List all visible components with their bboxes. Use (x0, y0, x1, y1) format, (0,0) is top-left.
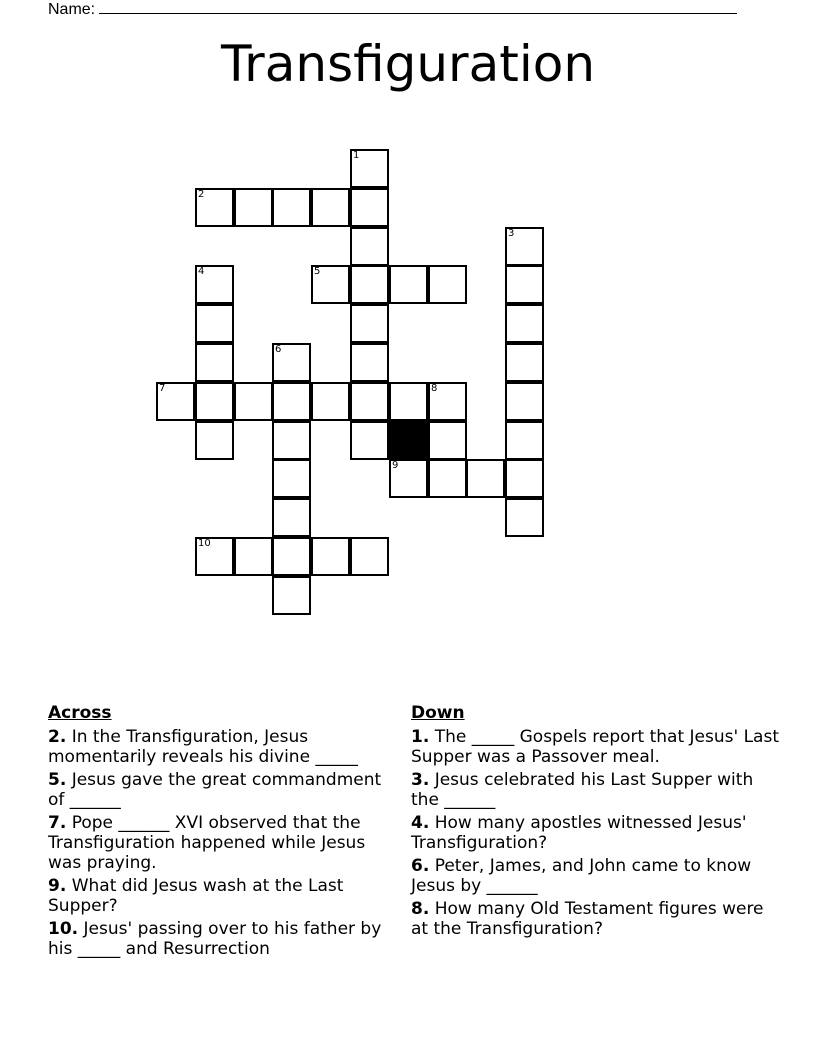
crossword-cell[interactable] (350, 265, 389, 304)
crossword-cell[interactable] (350, 149, 389, 188)
clue-across-7: 7. Pope ______ XVI observed that the Transfiguration happened while Jesus was praying. (48, 813, 366, 873)
clue-across-10: 10. Jesus' passing over to his father by his _____ and Resurrection (48, 919, 382, 959)
crossword-cell[interactable] (428, 382, 467, 421)
crossword-cell[interactable] (272, 576, 311, 615)
crossword-cell[interactable] (272, 537, 311, 576)
crossword-cell[interactable] (311, 265, 350, 304)
name-line (48, 0, 737, 19)
clue-number: 9 (392, 460, 399, 471)
crossword-cell[interactable] (428, 421, 467, 460)
crossword-cell[interactable] (505, 265, 544, 304)
crossword-cell[interactable] (428, 459, 467, 498)
clue-number: 6 (275, 344, 282, 355)
clue-number: 4 (198, 266, 205, 277)
crossword-cell[interactable] (505, 459, 544, 498)
across-clues (48, 703, 400, 962)
name-label: Name: (48, 1, 96, 18)
crossword-cell[interactable] (156, 382, 195, 421)
clue-number: 3 (508, 228, 515, 239)
down-clues (411, 703, 781, 942)
crossword-cell[interactable] (505, 304, 544, 343)
clue-down-1: 1. The _____ Gospels report that Jesus' Last Supper was a Passover meal. (411, 727, 779, 767)
crossword-cell[interactable] (311, 188, 350, 227)
clue-down-4: 4. How many apostles witnessed Jesus' Transfiguration? (411, 813, 747, 853)
crossword-cell[interactable] (195, 265, 234, 304)
crossword-cell[interactable] (505, 227, 544, 266)
crossword-cell[interactable] (272, 188, 311, 227)
crossword-cell[interactable] (505, 421, 544, 460)
crossword-cell[interactable] (311, 382, 350, 421)
crossword-cell[interactable] (272, 382, 311, 421)
crossword-cell[interactable] (234, 382, 273, 421)
crossword-cell[interactable] (466, 459, 505, 498)
crossword-cell[interactable] (195, 382, 234, 421)
crossword-cell[interactable] (350, 537, 389, 576)
crossword-cell[interactable] (350, 304, 389, 343)
crossword-cell[interactable] (505, 498, 544, 537)
crossword-cell[interactable] (272, 498, 311, 537)
crossword-cell[interactable] (505, 382, 544, 421)
crossword-cell[interactable] (195, 537, 234, 576)
across-heading: Across (48, 703, 112, 723)
crossword-cell[interactable] (389, 382, 428, 421)
crossword-cell[interactable] (234, 188, 273, 227)
crossword-cell[interactable] (350, 421, 389, 460)
crossword-block (389, 421, 428, 460)
puzzle-title: Transfiguration (220, 35, 596, 93)
crossword-cell[interactable] (350, 227, 389, 266)
crossword-cell[interactable] (272, 343, 311, 382)
clue-down-6: 6. Peter, James, and John came to know Jesus by ______ (411, 856, 752, 896)
name-blank-line[interactable] (99, 0, 737, 14)
clue-number: 8 (431, 383, 438, 394)
crossword-cell[interactable] (311, 537, 350, 576)
down-heading: Down (411, 703, 465, 723)
crossword-cell[interactable] (195, 304, 234, 343)
clue-number: 5 (314, 266, 321, 277)
crossword-cell[interactable] (195, 343, 234, 382)
crossword-cell[interactable] (389, 459, 428, 498)
clue-number: 7 (159, 383, 166, 394)
clue-down-3: 3. Jesus celebrated his Last Supper with the ______ (411, 770, 754, 810)
clue-across-5: 5. Jesus gave the great commandment of ______ (48, 770, 382, 810)
crossword-cell[interactable] (505, 343, 544, 382)
crossword-cell[interactable] (389, 265, 428, 304)
crossword-cell[interactable] (350, 188, 389, 227)
crossword-cell[interactable] (272, 421, 311, 460)
clue-number: 2 (198, 189, 205, 200)
crossword-cell[interactable] (350, 382, 389, 421)
crossword-cell[interactable] (350, 343, 389, 382)
clue-across-2: 2. In the Transfiguration, Jesus momentarily reveals his divine _____ (48, 727, 358, 767)
crossword-cell[interactable] (234, 537, 273, 576)
clue-down-8: 8. How many Old Testament figures were at the Transfiguration? (411, 899, 764, 939)
crossword-cell[interactable] (272, 459, 311, 498)
crossword-cell[interactable] (195, 421, 234, 460)
crossword-cell[interactable] (195, 188, 234, 227)
clue-number: 10 (198, 538, 211, 549)
clue-across-9: 9. What did Jesus wash at the Last Supper? (48, 876, 344, 916)
clue-number: 1 (353, 150, 360, 161)
crossword-cell[interactable] (428, 265, 467, 304)
